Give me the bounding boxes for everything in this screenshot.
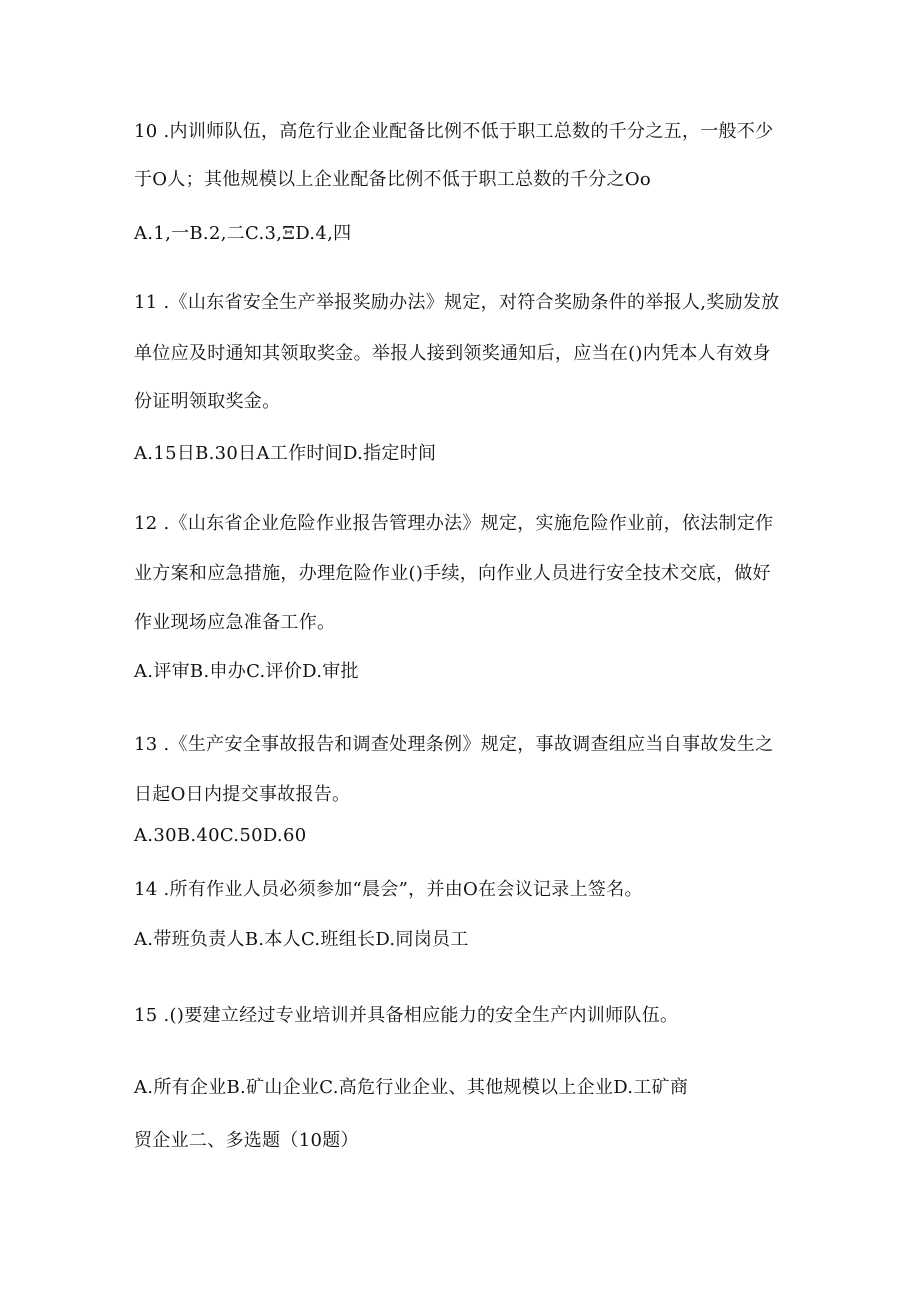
question-12-text-line-3: 作业现场应急准备工作。 — [134, 612, 336, 633]
question-13-options: A.30B.40C.50D.60 — [134, 825, 307, 846]
question-10-text-line-2: 于O人；其他规模以上企业配备比例不低于职工总数的千分之Oo — [134, 169, 652, 190]
section-heading-multiple-choice: 贸企业二、多选题（10题） — [134, 1130, 359, 1151]
question-10-text-line-1: 10 .内训师队伍，高危行业企业配备比例不低于职工总数的千分之五，一般不少 — [134, 121, 774, 142]
question-11-text-line-2: 单位应及时通知其领取奖金。举报人接到领奖通知后，应当在()内凭本人有效身 — [134, 343, 771, 364]
question-11-options: A.15日B.30日A工作时间D.指定时间 — [134, 443, 437, 464]
question-13-text-line-1: 13 .《生产安全事故报告和调查处理条例》规定，事故调查组应当自事故发生之 — [134, 734, 774, 755]
question-12-options: A.评审B.申办C.评价D.审批 — [134, 661, 359, 682]
question-13-text-line-2: 日起O日内提交事故报告。 — [134, 784, 351, 805]
question-15-text-line-1: 15 .()要建立经过专业培训并具备相应能力的安全生产内训师队伍。 — [134, 1005, 679, 1026]
question-14-options: A.带班负责人B.本人C.班组长D.同岗员工 — [134, 929, 469, 950]
question-14-text-line-1: 14 .所有作业人员必须参加“晨会”，并由O在会议记录上签名。 — [134, 879, 643, 900]
question-11-text-line-1: 11 .《山东省安全生产举报奖励办法》规定，对符合奖励条件的举报人,奖励发放 — [134, 292, 780, 313]
question-10-options: A.1,一B.2,二C.3,ΞD.4,四 — [134, 223, 352, 244]
question-15-options: A.所有企业B.矿山企业C.高危行业企业、其他规模以上企业D.工矿商 — [134, 1077, 689, 1098]
question-11-text-line-3: 份证明领取奖金。 — [134, 391, 281, 412]
question-12-text-line-2: 业方案和应急措施，办理危险作业()手续，向作业人员进行安全技术交底，做好 — [134, 563, 771, 584]
question-12-text-line-1: 12 .《山东省企业危险作业报告管理办法》规定，实施危险作业前，依法制定作 — [134, 513, 774, 534]
